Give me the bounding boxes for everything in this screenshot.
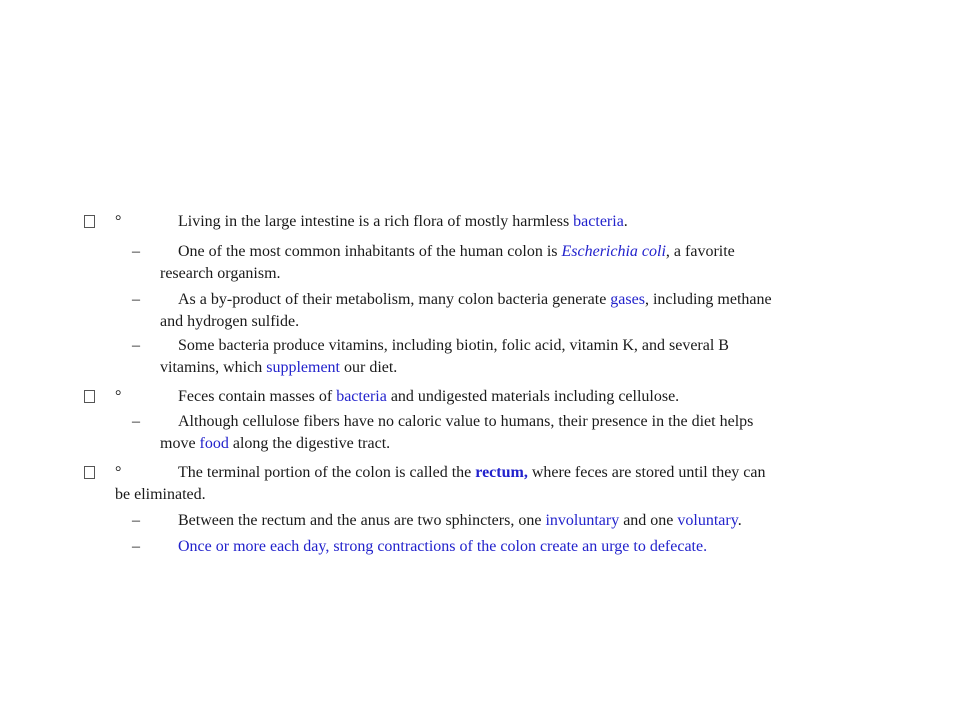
- degree-marker: °: [115, 213, 122, 230]
- dash-marker: –: [132, 243, 140, 260]
- link-bacteria[interactable]: bacteria: [573, 213, 624, 230]
- sub-1-3-line1: Some bacteria produce vitamins, including biotin, folic acid, vitamin K, and several B: [178, 337, 729, 354]
- sub-3-1-line1: Between the rectum and the anus are two sphincters, one involuntary and one voluntary.: [178, 512, 742, 529]
- bullet-1-text: Living in the large intestine is a rich flora of mostly harmless bacteria.: [178, 213, 628, 230]
- bullet-box-icon: [84, 466, 95, 479]
- degree-marker: °: [115, 464, 122, 481]
- sub-2-1-line2: move food along the digestive tract.: [160, 435, 391, 452]
- link-rectum[interactable]: rectum,: [475, 464, 528, 481]
- bullet-3-line2: be eliminated.: [115, 486, 206, 503]
- sub-1-2-line2: and hydrogen sulfide.: [160, 313, 300, 330]
- link-defecate-urge[interactable]: Once or more each day, strong contractions of the colon create an urge to defecate.: [178, 538, 708, 555]
- link-voluntary[interactable]: voluntary: [677, 512, 738, 529]
- degree-marker: °: [115, 388, 122, 405]
- bullet-box-icon: [84, 215, 95, 228]
- link-gases[interactable]: gases: [610, 291, 645, 308]
- link-escherichia-coli[interactable]: Escherichia coli: [561, 243, 666, 260]
- sub-1-1-line2: research organism.: [160, 265, 281, 282]
- link-food[interactable]: food: [199, 435, 229, 452]
- sub-1-2-line1: As a by-product of their metabolism, many colon bacteria generate gases, including methane: [178, 291, 772, 308]
- dash-marker: –: [132, 337, 140, 354]
- sub-1-3-line2: vitamins, which supplement our diet.: [160, 359, 398, 376]
- sub-1-1-line1: One of the most common inhabitants of the human colon is Escherichia coli, a favorite: [178, 243, 735, 260]
- bullet-2-text: Feces contain masses of bacteria and undigested materials including cellulose.: [178, 388, 680, 405]
- bullet-3-text: The terminal portion of the colon is called the rectum, where feces are stored until they can: [178, 464, 766, 481]
- dash-marker: –: [132, 413, 140, 430]
- bullet-box-icon: [84, 390, 95, 403]
- link-supplement[interactable]: supplement: [266, 359, 340, 376]
- dash-marker: –: [132, 512, 140, 529]
- link-bacteria[interactable]: bacteria: [336, 388, 387, 405]
- sub-2-1-line1: Although cellulose fibers have no caloric value to humans, their presence in the diet helps: [178, 413, 754, 430]
- dash-marker: –: [132, 538, 140, 555]
- link-involuntary[interactable]: involuntary: [545, 512, 620, 529]
- dash-marker: –: [132, 291, 140, 308]
